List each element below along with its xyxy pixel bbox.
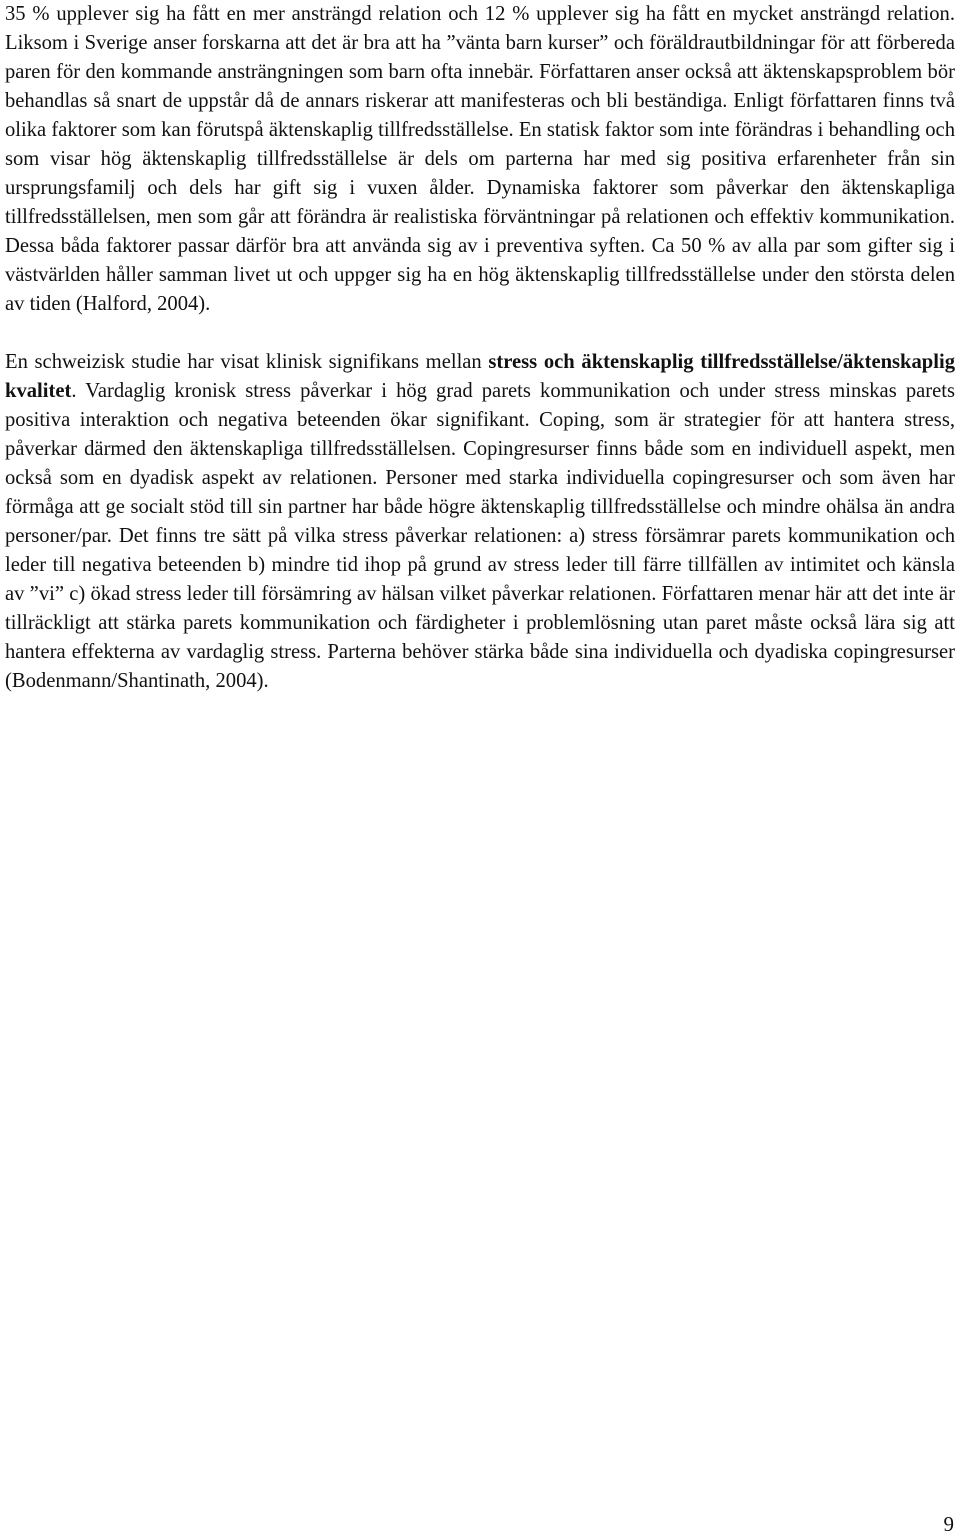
- paragraph-intro-text: En schweizisk studie har visat klinisk signifikans mellan: [5, 351, 489, 373]
- paragraph-continued: 35 % upplever sig ha fått en mer ansträngd relation och 12 % upplever sig ha fått en mycket ansträngd relation. Liksom i Sverige anser forskarna att det är bra att ha ”vänta barn kurser” och föräldrautbildningar för att förbereda paren för den kommande ansträngningen som barn ofta innebär. Författaren anser också att äktenskapsproblem bör behandlas så snart de uppstår då de annars riskerar att manifesteras och bli beständiga. Enligt författaren finns två olika faktorer som kan förutspå äktenskaplig tillfredsställelse. En statisk faktor som inte förändras i behandling och som visar hög äktenskaplig tillfredsställelse är dels om parterna har med sig positiva erfarenheter från sin ursprungsfamilj och dels har gift sig i vuxen ålder. Dynamiska faktorer som påverkar den äktenskapliga tillfredsställelsen, men som går att förändra är realistiska förväntningar på relationen och effektiv kommunikation. Dessa båda faktorer passar därför bra att använda sig av i preventiva syften. Ca 50 % av alla par som gifter sig i västvärlden håller samman livet ut och uppger sig ha en hög äktenskaplig tillfredsställelse under den största delen av tiden (Halford, 2004).: [5, 3, 955, 315]
- paragraph-bold-phrase: stress och äktenskaplig tillfredsställelse/äktenskaplig kvalitet: [5, 351, 955, 402]
- document-page: [5, 0, 955, 696]
- paragraph-stress-study: [5, 348, 955, 696]
- paragraph-body-text: . Vardaglig kronisk stress påverkar i hög grad parets kommunikation och under stress minskas parets positiva interaktion och negativa beteenden ökar signifikant. Coping, som är strategier för att hantera stress, påverkar därmed den äktenskapliga tillfredsställelsen. Copingresurser finns både som en individuell aspekt, men också som en dyadisk aspekt av relationen. Personer med starka individuella copingresurser och som även har förmåga att ge socialt stöd till sin partner har både högre äktenskaplig tillfredsställelse och mindre ohälsa än andra personer/par. Det finns tre sätt på vilka stress påverkar relationen: a) stress försämrar parets kommunikation och leder till negativa beteenden b) mindre tid ihop på grund av stress leder till färre tillfällen av intimitet och känsla av ”vi” c) ökad stress leder till försämring av hälsan vilket påverkar relationen. Författaren menar här att det inte är tillräckligt att stärka parets kommunikation och färdigheter i problemlösning utan paret måste också lära sig att hantera effekterna av vardaglig stress. Parterna behöver stärka både sina individuella och dyadiska copingresurser (Bodenmann/Shantinath, 2004).: [5, 380, 955, 692]
- page-number: 9: [943, 1512, 954, 1536]
